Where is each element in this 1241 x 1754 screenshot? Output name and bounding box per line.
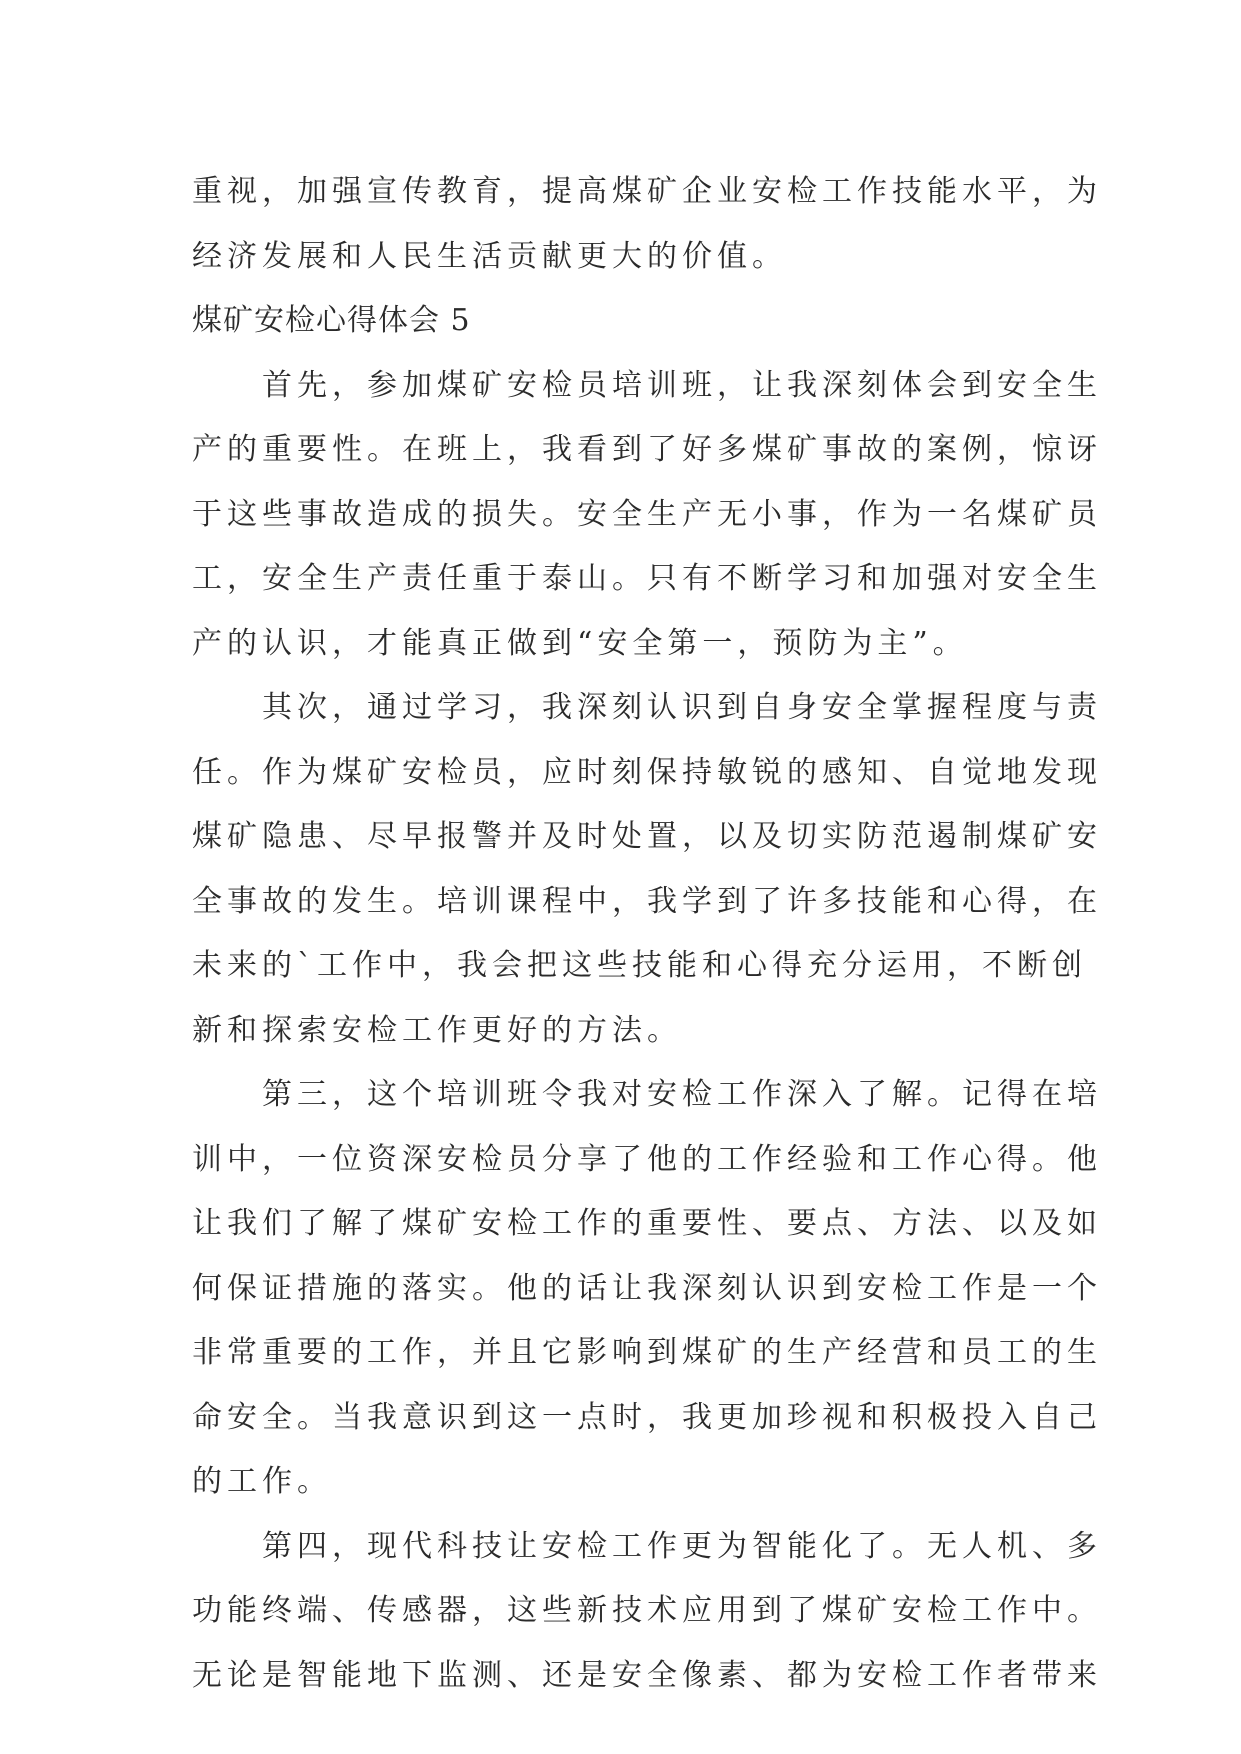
text-line: 产的重要性。在班上，我看到了好多煤矿事故的案例，惊讶 — [192, 432, 1102, 467]
text-line: 全事故的发生。培训课程中，我学到了许多技能和心得，在 — [192, 883, 1102, 919]
text-line: 功能终端、传感器，这些新技术应用到了煤矿安检工作中。 — [192, 1593, 1102, 1628]
text-line: 煤矿隐患、尽早报警并及时处置，以及切实防范遏制煤矿安 — [192, 819, 1102, 854]
text-line: 其次，通过学习，我深刻认识到自身安全掌握程度与责 — [262, 690, 1102, 725]
text-line: 重视，加强宣传教育，提高煤矿企业安检工作技能水平，为 — [192, 174, 1102, 209]
text-line: 任。作为煤矿安检员，应时刻保持敏锐的感知、自觉地发现 — [192, 754, 1102, 790]
text-line: 第三，这个培训班令我对安检工作深入了解。记得在培 — [262, 1077, 1102, 1112]
text-line: 训中，一位资深安检员分享了他的工作经验和工作心得。他 — [192, 1141, 1102, 1177]
section-heading: 煤矿安检心得体会 5 — [192, 303, 471, 338]
text-line: 未来的`工作中，我会把这些技能和心得充分运用，不断创 — [192, 948, 1087, 983]
text-line: 产的认识，才能真正做到“安全第一，预防为主”。 — [192, 625, 968, 661]
text-line: 首先，参加煤矿安检员培训班，让我深刻体会到安全生 — [262, 367, 1102, 403]
text-line: 工，安全生产责任重于泰山。只有不断学习和加强对安全生 — [192, 561, 1102, 596]
document-body — [192, 160, 1102, 1708]
text-line: 第四，现代科技让安检工作更为智能化了。无人机、多 — [262, 1528, 1102, 1564]
text-line: 经济发展和人民生活贡献更大的价值。 — [192, 238, 787, 274]
text-line: 于这些事故造成的损失。安全生产无小事，作为一名煤矿员 — [192, 496, 1102, 532]
text-line: 何保证措施的落实。他的话让我深刻认识到安检工作是一个 — [192, 1270, 1102, 1306]
text-line: 非常重要的工作，并且它影响到煤矿的生产经营和员工的生 — [192, 1335, 1102, 1370]
text-line: 无论是智能地下监测、还是安全像素、都为安检工作者带来 — [192, 1657, 1102, 1693]
text-line: 的工作。 — [192, 1464, 332, 1499]
text-line: 命安全。当我意识到这一点时，我更加珍视和积极投入自己 — [192, 1399, 1102, 1435]
text-line: 让我们了解了煤矿安检工作的重要性、要点、方法、以及如 — [192, 1206, 1102, 1241]
text-line: 新和探索安检工作更好的方法。 — [192, 1012, 682, 1048]
